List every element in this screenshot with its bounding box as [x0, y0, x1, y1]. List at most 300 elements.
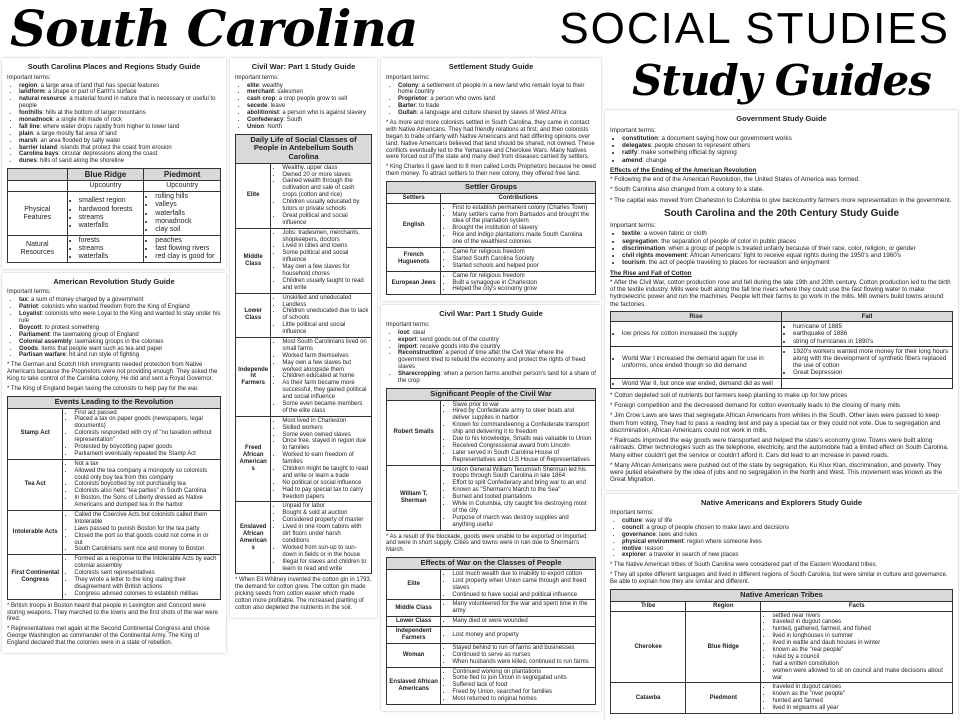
term-definition: : the separation of people of color in public places	[657, 237, 796, 245]
terms-label: Important terms:	[610, 126, 656, 134]
term-definition: : a material found in nature that is necessary or useful to people	[19, 96, 216, 110]
table-header-row	[8, 169, 221, 181]
term-word: export	[398, 336, 417, 343]
term-definition: : a woven fabric or cloth	[640, 230, 707, 238]
table-title-row	[611, 590, 953, 602]
term-item	[247, 110, 372, 117]
table-cell	[611, 322, 782, 347]
term-definition: : where water drops rapidly from higher to lower land	[39, 123, 180, 130]
list-item: • Unpaid for labor	[282, 503, 369, 510]
list-item: • traveled in dugout canoes	[772, 684, 950, 691]
term-item	[19, 124, 221, 131]
list-item: • Some political and social influence	[282, 250, 369, 264]
list-item: • monadnock	[155, 218, 218, 226]
list-item: • Suffered lack of food	[452, 682, 593, 689]
list-item: • lived in wigwams all year	[772, 705, 950, 712]
term-word: tax	[19, 297, 28, 304]
list-item: • settled near rivers	[772, 613, 950, 620]
study-guide-civil-war-social-classes	[230, 58, 377, 618]
doc-title: American Revolution Study Guide	[53, 276, 175, 286]
list-item: • Purpose of march was destroy supplies and anything useful	[452, 515, 593, 529]
table-row	[387, 569, 596, 600]
term-definition: : the act of people traveling to places for recreation and enjoyment	[645, 259, 830, 267]
table-row	[387, 465, 596, 530]
term-definition: : the lawmaking group of England	[49, 331, 139, 338]
term-item	[398, 330, 596, 337]
row-label: Stamp Act	[8, 408, 63, 459]
term-word: plain	[19, 130, 34, 137]
list-item: • Landless	[282, 302, 369, 309]
term-item	[19, 131, 221, 138]
cell-list	[65, 410, 218, 458]
table-cell	[761, 683, 953, 714]
study-guide-columns	[0, 58, 960, 720]
study-guide-places-regions	[2, 58, 226, 269]
list-item: • Most lived in Charleston	[282, 418, 369, 425]
list-item: • Lived in cities and towns	[282, 243, 369, 250]
table-title: Events Leading to the Revolution	[8, 396, 221, 408]
term-definition: : islands that protect the coast from erosion	[57, 144, 172, 151]
term-item	[622, 149, 953, 156]
table-cell	[271, 502, 372, 574]
section-heading: Effects of the Ending of the American Revolution	[610, 166, 757, 174]
term-definition: : hit and run style of fighting	[65, 352, 140, 359]
list-item: • hunted, gathered, farmed, and fished	[772, 626, 950, 633]
term-item	[622, 245, 953, 252]
term-definition: : a large mostly flat area of land	[33, 130, 117, 137]
table-row	[236, 338, 372, 417]
table-row	[8, 192, 221, 235]
term-item	[19, 83, 221, 90]
study-table	[610, 311, 953, 389]
term-word: natural resource	[19, 96, 67, 103]
cell-list	[443, 273, 593, 294]
study-guide-settlement	[381, 58, 601, 301]
cell-list	[273, 230, 369, 292]
term-item	[19, 346, 221, 353]
list-item: • Many died or were wounded	[452, 618, 593, 625]
cell-list	[70, 197, 142, 229]
list-item: • Due to his knowledge, Smalls was valuable to Union	[452, 436, 593, 443]
table-cell	[63, 408, 221, 459]
cell-list	[443, 249, 593, 270]
term-definition: : send goods out of the country	[416, 336, 499, 343]
table-row	[236, 416, 372, 502]
list-item: • May own a few slaves but worked alongside them	[282, 360, 369, 374]
table-header-row	[611, 311, 953, 321]
list-item: • lived in longhouses in summer	[772, 633, 950, 640]
cell-list	[613, 380, 779, 387]
column-1	[0, 58, 228, 653]
term-item	[622, 525, 953, 532]
terms-list	[7, 83, 221, 166]
term-definition: : African Americans' fight to receive equal rights during the 1950's and 1960's	[686, 252, 902, 260]
list-item: • rolling hills	[155, 193, 218, 201]
note-paragraph: * When Eli Whitney invented the cotton gin in 1793, the demand for cotton grew. The cotton gin made picking seeds from cotton easier which made cotton more profitable. The increased planting of cotton also depleted the nutrients in the soil.	[235, 577, 372, 611]
list-item: • Lost property when Union came through and freed slaves	[452, 578, 593, 592]
term-item	[622, 230, 953, 237]
list-item: • Colonists also held "tea parties" in South Carolina	[74, 488, 218, 495]
term-word: loot	[398, 329, 409, 336]
table-cell	[441, 400, 596, 465]
term-definition: : wealthy	[259, 82, 283, 89]
term-word: textile	[622, 230, 641, 238]
cell-list	[784, 348, 950, 377]
row-label: Catawba	[611, 683, 686, 714]
term-definition: : to trade	[415, 103, 440, 110]
term-word: Union	[247, 123, 264, 130]
term-definition: : circular depressions along the coast	[58, 151, 158, 158]
cell-list	[146, 193, 218, 233]
term-item	[19, 304, 221, 311]
term-item	[398, 96, 596, 103]
note-paragraph: * The King of England began taxing the colonists to help pay for the war.	[7, 386, 199, 393]
term-word: marsh	[19, 137, 38, 144]
list-item: • forests	[79, 237, 142, 245]
cell-list	[443, 402, 593, 464]
term-word: Boycott	[19, 324, 42, 331]
list-item: • First act passed	[74, 410, 218, 417]
list-item: • Great Depression	[793, 369, 950, 376]
table-row	[387, 617, 596, 627]
list-item: • Freed by Union, searched for families	[452, 689, 593, 696]
note-paragraph: * Representatives met again at the Second Continental Congress and chose George Washington as commander of the Continental Army. The King of England declared that the colonies were in a state of rebellion.	[7, 626, 210, 647]
list-item: • Later served in South Carolina House of Representatives and U.S House of Representatives	[452, 450, 593, 464]
term-word: foothills	[19, 110, 43, 117]
study-guide-civil-war-people	[381, 305, 601, 711]
term-definition: : a person who is against slavery	[279, 110, 367, 117]
list-item: • Known as "Sherman's March to the Sea"	[452, 487, 593, 494]
row-label: Enslaved African Americans	[236, 502, 271, 574]
list-item: • Stayed behind to run of farms and businesses	[452, 645, 593, 652]
term-definition: : change	[642, 156, 667, 164]
list-item: • They wrote a letter to the king stating their disagreement with British actions	[74, 577, 218, 591]
note-paragraph: * Many African Americans were pushed out of the state by segregation, Ku Klux Klan, discrimination, and poverty. They were pulled elsewhere by the idea of jobs and no segregation in the North and West. This movement was known as the Great Migration.	[610, 461, 942, 484]
table-cell	[782, 378, 953, 388]
row-label: William T. Sherman	[387, 465, 441, 530]
term-item	[19, 151, 221, 158]
table-row	[387, 247, 596, 271]
list-item: • Some even owned slaves	[282, 432, 369, 439]
cell-list	[273, 165, 369, 227]
cell-list	[443, 571, 593, 599]
term-definition: : salesmen	[274, 89, 304, 96]
column-header: Contributions	[441, 193, 596, 203]
table-row	[236, 293, 372, 337]
cell-list	[273, 339, 369, 415]
table-cell	[441, 600, 596, 617]
table-cell	[63, 459, 221, 510]
study-table	[610, 589, 953, 714]
table-row	[236, 163, 372, 228]
table-title-row	[387, 388, 596, 400]
cell-list	[613, 355, 779, 369]
column-2	[228, 58, 379, 618]
section-heading: The Rise and Fall of Cotton	[610, 269, 692, 277]
column-3	[379, 58, 603, 711]
terms-label: Important terms:	[610, 222, 656, 230]
list-item: • Protested by boycotting paper goods	[74, 444, 218, 451]
note-paragraph: * Cotton depleted soil of nutrients but farmers keep planting to make up for low prices	[610, 391, 848, 399]
table-cell	[441, 465, 596, 530]
table-cell	[441, 667, 596, 704]
list-item: • Children educated at home	[282, 373, 369, 380]
cell-list	[443, 645, 593, 666]
list-item: • Burned and looted plantations	[452, 494, 593, 501]
term-definition: : region where someone lives	[683, 538, 762, 545]
doc-title: Civil War: Part 1 Study Guide	[251, 62, 356, 71]
term-word: governance	[622, 531, 656, 538]
note-paragraph: * Jim Crow Laws are laws that segregate African Americans from whites in the South. Other laws were passed to keep them from voting. They had to pass a reading test and pay a special tax or they could not vote. Due to segregation and discrimination, African Americans could not work in mills.	[610, 412, 941, 434]
table-title: Effects of War on the Classes of People	[387, 558, 596, 570]
term-word: Proprietor	[398, 96, 428, 103]
list-item: • waterfalls	[79, 253, 142, 261]
list-item: • First to establish permanent colony (Charles Town)	[452, 205, 593, 212]
list-item: • Came for religious freedom	[452, 273, 593, 280]
note-paragraph: * Foreign competition and the decreased demand for cotton eventually leads to the closing of many mills	[610, 402, 901, 410]
terms-label: Important terms:	[386, 321, 430, 328]
list-item: • Once free, stayed in region due to families	[282, 438, 369, 452]
term-word: explorer	[622, 552, 646, 559]
list-item: • Rice and indigo plantations made South Carolina one of the wealthiest colonies	[452, 232, 593, 246]
term-item	[19, 332, 221, 339]
doc-title: Settlement Study Guide	[448, 62, 534, 71]
note-paragraph: * Railroads improved the way goods were transported and helped the state's economy grow. Towns were built along railroads. Other technologies such as the telephone, electricity, and the automobile had a limited effect on South Carolina. Many either couldn't get the service or couldn't afford it. Cars did lead to an increase in paved roads.	[610, 437, 949, 459]
list-item: • Colonists responded with cry of "no taxation without representation"	[74, 430, 218, 444]
row-label: Independent Farmers	[387, 627, 441, 644]
term-word: landform	[19, 89, 45, 96]
term-definition: : way of life	[642, 518, 673, 525]
note-paragraph: * The German and Scotch Irish immigrants needed protection from Native Americans because the Proprietors were not providing enough. They asked the King to take control of the Carolina colony. He did and sent a Royal Governor.	[7, 362, 218, 383]
list-item: • Colonists boycotted by not purchasing tea	[74, 481, 218, 488]
row-label: Cherokee	[611, 611, 686, 683]
table-row	[8, 511, 221, 555]
list-item: • hunted and farmed	[772, 698, 950, 705]
term-word: delegates	[622, 142, 652, 150]
term-item	[622, 142, 953, 149]
row-label: Tea Act	[8, 459, 63, 510]
term-word: segregation	[622, 237, 658, 245]
list-item: • Placed a tax on paper goods (newspapers, legal documents)	[74, 416, 218, 430]
list-item: • Came for religious freedom	[452, 249, 593, 256]
cell-list	[65, 512, 218, 553]
term-word: Colonial assembly	[19, 338, 72, 345]
term-word: Parliament	[19, 331, 50, 338]
list-item: • Children might be taught to read and write or learn a trade	[282, 466, 369, 480]
table-cell	[67, 235, 144, 262]
column-subheader: Upcountry	[144, 181, 221, 192]
term-definition: : colonists who were Loyal to the King and wanted to stay under his rule	[19, 311, 221, 324]
term-item	[247, 83, 372, 90]
cell-list	[65, 461, 218, 509]
table-row	[387, 600, 596, 617]
list-item: • Jobs: tradesmen, merchants, shopkeepers, doctors	[282, 230, 369, 244]
table-cell	[63, 511, 221, 555]
term-item	[19, 145, 221, 152]
term-item	[398, 83, 596, 97]
table-row	[8, 555, 221, 599]
note-paragraph: * The capital was moved from Charleston to Columbia to give backcountry farmers more representation in the government.	[610, 196, 952, 204]
table-cell	[441, 617, 596, 627]
table-cell	[441, 247, 596, 271]
list-item: • Called the Coercive Acts but colonists called them Intolerable	[74, 512, 218, 526]
list-item: • waterfalls	[155, 210, 218, 218]
list-item: • Some fled to join Union in segregated units	[452, 675, 593, 682]
list-item: • Had to pay special tax to carry freedom papers	[282, 487, 369, 501]
list-item: • World War I increased the demand again for use in uniforms, once ended though so did demand	[622, 355, 779, 369]
cell-list	[146, 237, 218, 261]
term-item	[19, 138, 221, 145]
term-definition: : a single hill made of rock	[52, 116, 123, 123]
term-word: Colony	[398, 82, 419, 89]
term-item	[398, 110, 596, 117]
term-word: region	[19, 82, 38, 89]
note-paragraph: * After the Civil War, cotton production rose and fell during the late 19th and 20th century. Cotton production led to the birth of the textile industry. Mills were built along the fall line rivers where they could use the fast flowing water to make hydroelectric power and run the machines. People left their farms to go work in the mills. Mill owners build towns around the factories.	[610, 278, 951, 308]
term-definition: : a sum of money charged by a government	[27, 297, 144, 304]
row-label: Woman	[387, 643, 441, 667]
term-word: civil rights movement	[622, 252, 687, 260]
term-word: tourism	[622, 259, 646, 267]
term-item	[19, 117, 221, 124]
list-item: • Colonists sent representatives	[74, 570, 218, 577]
term-item	[398, 344, 596, 351]
table-row	[387, 643, 596, 667]
table-row	[387, 271, 596, 295]
list-item: • Children usually educated by tutors or private schools	[282, 199, 369, 213]
terms-list	[386, 83, 596, 117]
table-cell	[144, 235, 221, 262]
term-item	[19, 339, 221, 346]
term-word: discrimination	[622, 244, 666, 252]
column-header: Piedmont	[144, 169, 221, 181]
list-item: • fast flowing rivers	[155, 245, 218, 253]
note-paragraph: * South Carolina also changed from a colony to a state.	[610, 186, 765, 194]
list-item: • Union General William Tecumseh Sherman led his troops through South Carolina in late 1864	[452, 467, 593, 481]
note-paragraph: * Following the end of the American Revolution, the United States of America was formed.	[610, 176, 860, 184]
term-definition: : when a group of people is treated unfairly because of their race, color, religion, or gender	[665, 244, 916, 252]
table-row	[611, 683, 953, 714]
term-definition: : a settlement of people in a new land who remain loyal to their home country	[398, 82, 585, 96]
term-item	[19, 297, 221, 304]
list-item: • Laws passed to punish Boston for the tea party	[74, 526, 218, 533]
list-item: • While in Columbia, city caught fire destroying most of the city	[452, 501, 593, 515]
term-word: ratify	[622, 149, 638, 157]
list-item: • Built a synagogue in Charleston	[452, 280, 593, 287]
list-item: • Children uneducated due to lack of schools	[282, 308, 369, 322]
term-definition: : a language and culture shared by slaves of West Africa	[416, 110, 567, 117]
term-word: Partisan warfare	[19, 352, 66, 359]
list-item: • May own a few slaves for household chores	[282, 264, 369, 278]
table-cell	[441, 643, 596, 667]
row-label: Enslaved African Americans	[387, 667, 441, 704]
row-label: Natural Resources	[8, 235, 68, 262]
term-definition: : leave	[267, 103, 286, 110]
list-item: • Children usually taught to read and write	[282, 278, 369, 292]
term-item	[19, 89, 221, 96]
terms-list	[610, 518, 953, 559]
list-item: • low prices for cotton increased the supply	[622, 330, 779, 337]
list-item: • Effort to split Confederacy and bring war to an end	[452, 480, 593, 487]
term-item	[247, 117, 372, 124]
term-definition: : a shape or part of Earth's surface	[44, 89, 137, 96]
term-item	[622, 518, 953, 525]
list-item: • Received Congressional award from Lincoln	[452, 443, 593, 450]
note-paragraph: * The Native American tribes of South Carolina were considered part of the Eastern Woodland tribes.	[610, 562, 878, 569]
row-label: Elite	[387, 569, 441, 600]
list-item: • traveled in dugout canoes	[772, 619, 950, 626]
note-paragraph: * British troops in Boston heard that people in Lexington and Concord were storing weapons. They marched to the towns and the first shots of the war were fired.	[7, 602, 218, 623]
list-item: • Parliament eventually repealed the Stamp Act	[74, 451, 218, 458]
term-word: import	[398, 343, 417, 350]
table-row	[236, 228, 372, 293]
study-guide-american-revolution	[2, 273, 226, 653]
term-word: amend	[622, 156, 643, 164]
list-item: • Gained wealth through the cultivation and sale of cash crops (cotton and rice)	[282, 178, 369, 199]
list-item: • Known for commandeering a Confederate transport ship and delivering it to freedom	[452, 422, 593, 436]
term-definition: : a group of people chosen to make laws and decisions	[643, 524, 790, 531]
terms-list	[610, 135, 953, 164]
term-word: culture	[622, 518, 643, 525]
table-cell	[782, 346, 953, 378]
table-title: Native American Tribes	[611, 590, 953, 602]
note-paragraph: * As a result of the blockade, goods were unable to be exported or imported and were in short supply. Cities and towns were in ruin due to Sherman's March.	[386, 533, 587, 554]
term-definition: : hills of sand along the shoreline	[36, 158, 125, 165]
terms-list	[610, 230, 953, 266]
list-item: • Lost money and property	[452, 632, 593, 639]
list-item: • Not a tax	[74, 461, 218, 468]
cell-list	[273, 418, 369, 501]
term-word: Barter	[398, 103, 416, 110]
list-item: • Illegal for slaves and children to learn to read and write	[282, 559, 369, 573]
table-row	[387, 627, 596, 644]
row-label: First Continental Congress	[8, 555, 63, 599]
table-cell: Piedmont	[686, 683, 761, 714]
term-word: Loyalist	[19, 311, 42, 318]
list-item: • Most South Carolinians lived on small farms	[282, 339, 369, 353]
header	[0, 0, 960, 58]
column-header: Rise	[611, 311, 782, 321]
table-cell	[144, 192, 221, 235]
cell-list	[443, 467, 593, 529]
column-subheader: Upcountry	[67, 181, 144, 192]
list-item: • waterfalls	[79, 222, 142, 230]
table-cell	[611, 346, 782, 378]
study-table	[235, 134, 372, 575]
list-item: • known as the "river people"	[772, 691, 950, 698]
row-label: Independent Farmers	[236, 338, 271, 417]
list-item: • Continued to have social and political influence	[452, 592, 593, 599]
table-header-row	[611, 601, 953, 611]
title-study-guides: Study Guides	[632, 56, 931, 105]
term-definition: : steal	[409, 329, 426, 336]
table-title: Significant People of the Civil War	[387, 388, 596, 400]
list-item: • Unskilled and uneducated	[282, 295, 369, 302]
list-item: • known as the "real people"	[772, 647, 950, 654]
section-title: South Carolina and the 20th Century Study Guide	[663, 207, 900, 219]
list-item: • Worked farm themselves	[282, 353, 369, 360]
list-item: • peaches	[155, 237, 218, 245]
list-item: • valleys	[155, 201, 218, 209]
list-item: • lived in wattle and daub houses in winter	[772, 640, 950, 647]
list-item: • clay soil	[155, 226, 218, 234]
terms-label: Important terms:	[235, 74, 279, 81]
list-item: • Owned 20 or more slaves	[282, 172, 369, 179]
term-word: secede	[247, 103, 268, 110]
table-row	[8, 459, 221, 510]
cell-list	[443, 632, 593, 639]
row-label: English	[387, 203, 441, 247]
doc-title: Government Study Guide	[736, 114, 827, 123]
